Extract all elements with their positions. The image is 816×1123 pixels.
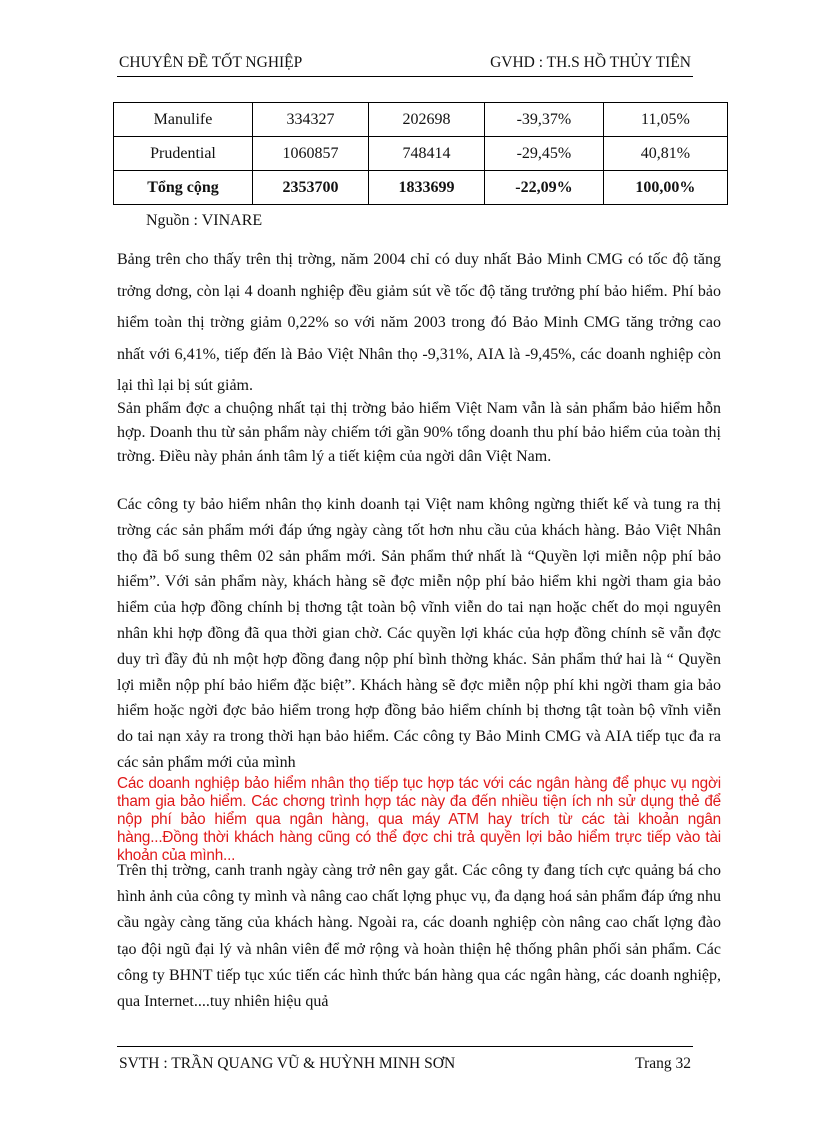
table-cell: -29,45% — [485, 137, 604, 171]
table-cell: 202698 — [369, 103, 485, 137]
paragraph: Bảng trên cho thấy trên thị trờng, năm 2004 chỉ có duy nhất Bảo Minh CMG có tốc độ tăng trởng dơng, còn lại 4 doanh nghiệp đều giảm sút về tốc độ tăng trưởng phí bảo hiểm. Phí bảo hiểm toàn thị trờng giảm 0,22% so với năm 2003 trong đó Bảo Minh CMG tăng trởng cao nhất với 6,41%, tiếp đến là Bảo Việt Nhân thọ -9,31%, AIA là -9,45%, các doanh nghiệp còn lại thì lại bị sút giảm. — [117, 251, 721, 394]
page-number: Trang 32 — [635, 1055, 691, 1072]
table-cell: Tổng cộng — [114, 171, 253, 205]
header-advisor: GVHD : TH.S HỒ THỦY TIÊN — [490, 54, 691, 71]
table-cell: 100,00% — [603, 171, 727, 205]
table-source: Nguồn : VINARE — [146, 212, 263, 229]
table-cell: Prudential — [114, 137, 253, 171]
table-cell: -39,37% — [485, 103, 604, 137]
table-row — [114, 103, 728, 137]
table-cell: 748414 — [369, 137, 485, 171]
footer-authors: SVTH : TRẦN QUANG VŨ & HUỲNH MINH SƠN — [119, 1055, 456, 1072]
table-cell: 2353700 — [253, 171, 369, 205]
table-cell: Manulife — [114, 103, 253, 137]
highlighted-paragraph: Các doanh nghiệp bảo hiểm nhân thọ tiếp tục hợp tác với các ngân hàng để phục vụ ngời tham gia bảo hiểm. Các chơng trình hợp tác này đa đến nhiều tiện ích nh sử dụng thẻ để nộp phí bảo hiểm qua ngân hàng, qua máy ATM hay trích từ các tài khoản ngân hàng...Đồng thời khách hàng cũng có thể đợc chi trả quyền lợi bảo hiểm trực tiếp vào tài khoản của mình... — [117, 775, 721, 864]
table-cell: 40,81% — [603, 137, 727, 171]
paragraph: Trên thị trờng, canh tranh ngày càng trở nên gay gắt. Các công ty đang tích cực quảng bá cho hình ảnh của công ty mình và nâng cao chất lợng phục vụ, đa dạng hoá sản phẩm đáp ứng nhu cầu ngày càng tăng của khách hàng. Ngoài ra, các doanh nghiệp còn nâng cao chất lợng đào tạo đội ngũ đại lý và nhân viên để mở rộng và hoàn thiện hệ thống phân phối sản phẩm. Các công ty BHNT tiếp tục xúc tiến các hình thức bán hàng qua các ngân hàng, các doanh nghiệp, qua Internet....tuy nhiên hiệu quả — [117, 862, 721, 1011]
table-cell: 11,05% — [603, 103, 727, 137]
header-title: CHUYÊN ĐỀ TỐT NGHIỆP — [119, 54, 303, 71]
paragraph: Sản phẩm đợc a chuộng nhất tại thị trờng bảo hiểm Việt Nam vẫn là sản phẩm bảo hiểm hỗn hợp. Doanh thu từ sản phẩm này chiếm tới gần 90% tổng doanh thu phí bảo hiểm của toàn thị trờng. Điều này phản ánh tâm lý a tiết kiệm của ngời dân Việt Nam. — [117, 400, 721, 466]
page-header — [117, 50, 693, 77]
table-cell: -22,09% — [485, 171, 604, 205]
paragraph: Các công ty bảo hiểm nhân thọ kinh doanh tại Việt nam không ngừng thiết kế và tung ra thị trờng các sản phẩm mới đáp ứng ngày càng tốt hơn nhu cầu của khách hàng. Bảo Việt Nhân thọ đã bổ sung thêm 02 sản phẩm mới. Sản phẩm thứ nhất là “Quyền lợi miễn nộp phí bảo hiểm”. Với sản phẩm này, khách hàng sẽ đợc miễn nộp phí bảo hiểm khi ngời tham gia bảo hiểm của hợp đồng chính bị thơng tật toàn bộ vĩnh viễn do tai nạn hoặc chết do mọi nguyên nhân khi hợp đồng đã qua thời gian chờ. Các quyền lợi khác của hợp đồng chính sẽ vẫn đợc duy trì đầy đủ nh một hợp đồng đang nộp phí bình thờng khác. Sản phẩm thứ hai là “ Quyền lợi miễn nộp phí bảo hiểm đặc biệt”. Khách hàng sẽ đợc miễn nộp phí khi ngời tham gia bảo hiểm hoặc ngời đợc bảo hiểm trong hợp đồng bảo hiểm chính bị thơng tật toàn bộ vĩnh viễn do tai nạn xảy ra trong thời hạn bảo hiểm. Các công ty Bảo Minh CMG và AIA tiếp tục đa ra các sản phẩm mới của mình — [117, 496, 721, 771]
table-cell: 1060857 — [253, 137, 369, 171]
table-total-row — [114, 171, 728, 205]
premium-table — [113, 102, 728, 205]
table-cell: 334327 — [253, 103, 369, 137]
table-cell: 1833699 — [369, 171, 485, 205]
page-footer — [117, 1046, 693, 1077]
table-row — [114, 137, 728, 171]
